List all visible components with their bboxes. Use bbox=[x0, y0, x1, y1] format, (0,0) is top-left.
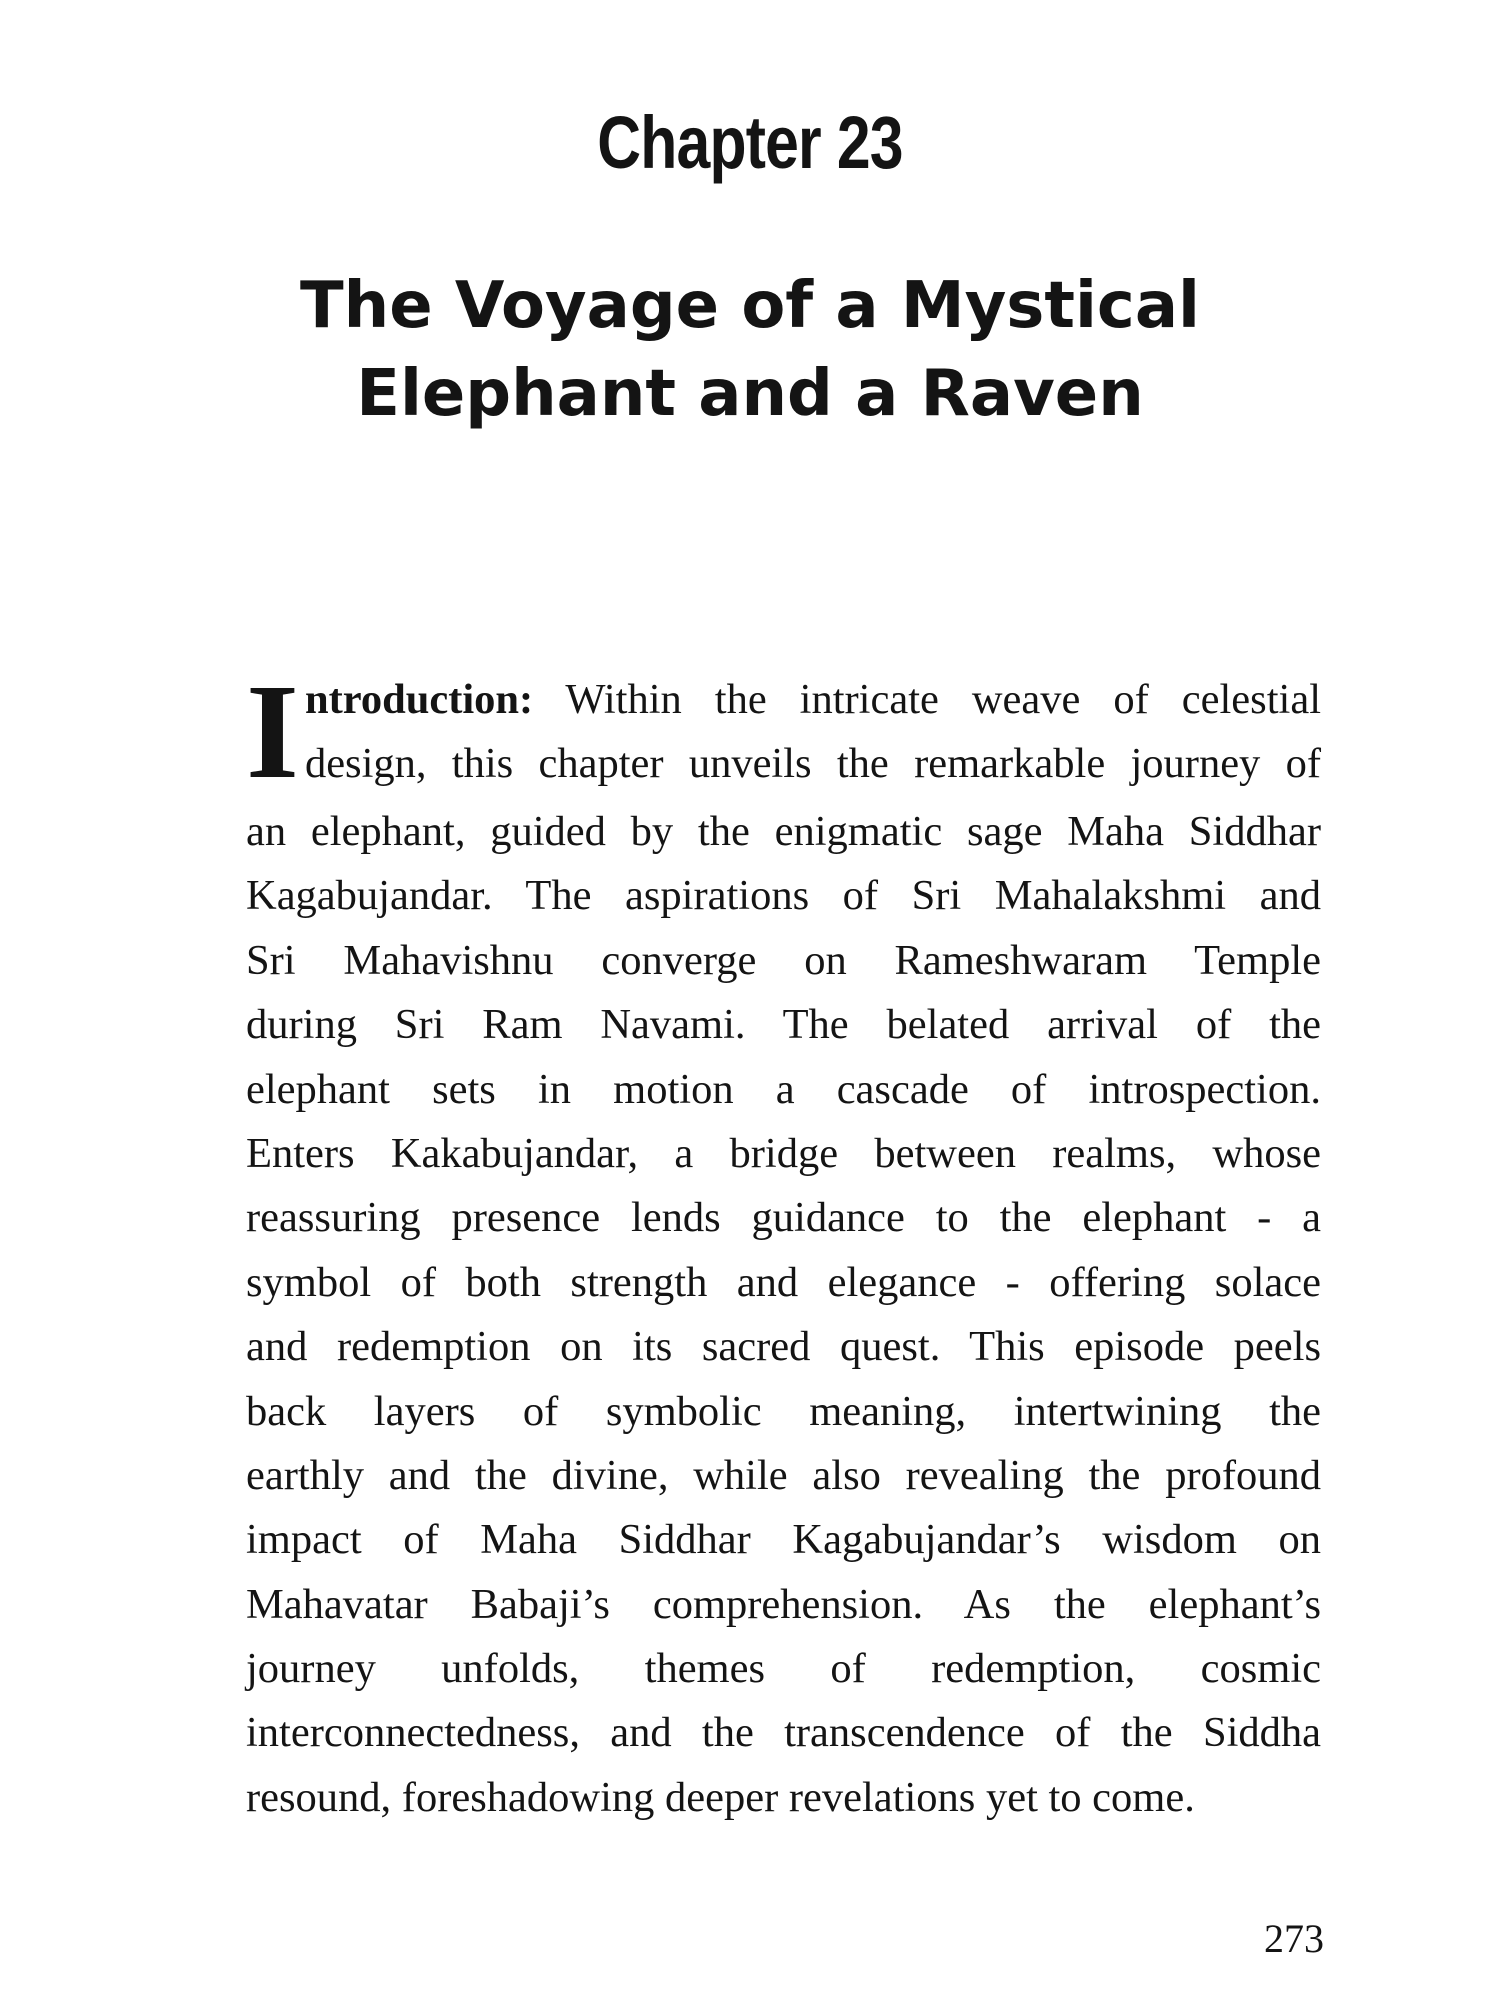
first-line-text: Within the intricate weave of celestial bbox=[533, 676, 1321, 723]
paragraph-line: elephant sets in motion a cascade of introspection. bbox=[246, 1065, 1321, 1113]
paragraph-line: and redemption on its sacred quest. This episode peels bbox=[246, 1323, 1321, 1371]
paragraph-line: resound, foreshadowing deeper revelations yet to come. bbox=[246, 1773, 1195, 1821]
chapter-title-line-2: Elephant and a Raven bbox=[356, 357, 1144, 431]
paragraph-line: during Sri Ram Navami. The belated arrival of the bbox=[246, 1001, 1321, 1049]
drop-cap: I bbox=[246, 657, 299, 807]
paragraph-line: interconnectedness, and the transcendence of the Siddha bbox=[246, 1709, 1321, 1757]
chapter-number: Chapter 23 bbox=[597, 101, 903, 184]
paragraph-line: earthly and the divine, while also revealing the profound bbox=[246, 1451, 1321, 1499]
paragraph-line: reassuring presence lends guidance to the elephant - a bbox=[246, 1194, 1321, 1242]
paragraph-line: symbol of both strength and elegance - offering solace bbox=[246, 1258, 1321, 1306]
paragraph-line: design, this chapter unveils the remarkable journey of bbox=[304, 740, 1321, 788]
paragraph-lines bbox=[246, 800, 1321, 1830]
chapter-title-line-1: The Voyage of a Mystical bbox=[300, 269, 1200, 343]
introduction-paragraph bbox=[246, 657, 1321, 1830]
paragraph-line: back layers of symbolic meaning, intertwining the bbox=[246, 1387, 1321, 1435]
lead-in-label: ntroduction: bbox=[304, 676, 534, 723]
paragraph-line: Mahavatar Babaji’s comprehension. As the elephant’s bbox=[246, 1580, 1321, 1628]
page-number: 273 bbox=[1264, 1916, 1324, 1961]
paragraph-line: an elephant, guided by the enigmatic sage Maha Siddhar bbox=[246, 808, 1321, 855]
paragraph-line: journey unfolds, themes of redemption, cosmic bbox=[246, 1645, 1321, 1693]
paragraph-line bbox=[246, 668, 1321, 732]
paragraph-line: Enters Kakabujandar, a bridge between realms, whose bbox=[246, 1129, 1321, 1177]
paragraph-line: Sri Mahavishnu converge on Rameshwaram Temple bbox=[246, 936, 1321, 984]
paragraph-line: Kagabujandar. The aspirations of Sri Mahalakshmi and bbox=[246, 872, 1321, 920]
chapter-title bbox=[250, 262, 1250, 438]
paragraph-line: impact of Maha Siddhar Kagabujandar’s wisdom on bbox=[246, 1516, 1321, 1564]
